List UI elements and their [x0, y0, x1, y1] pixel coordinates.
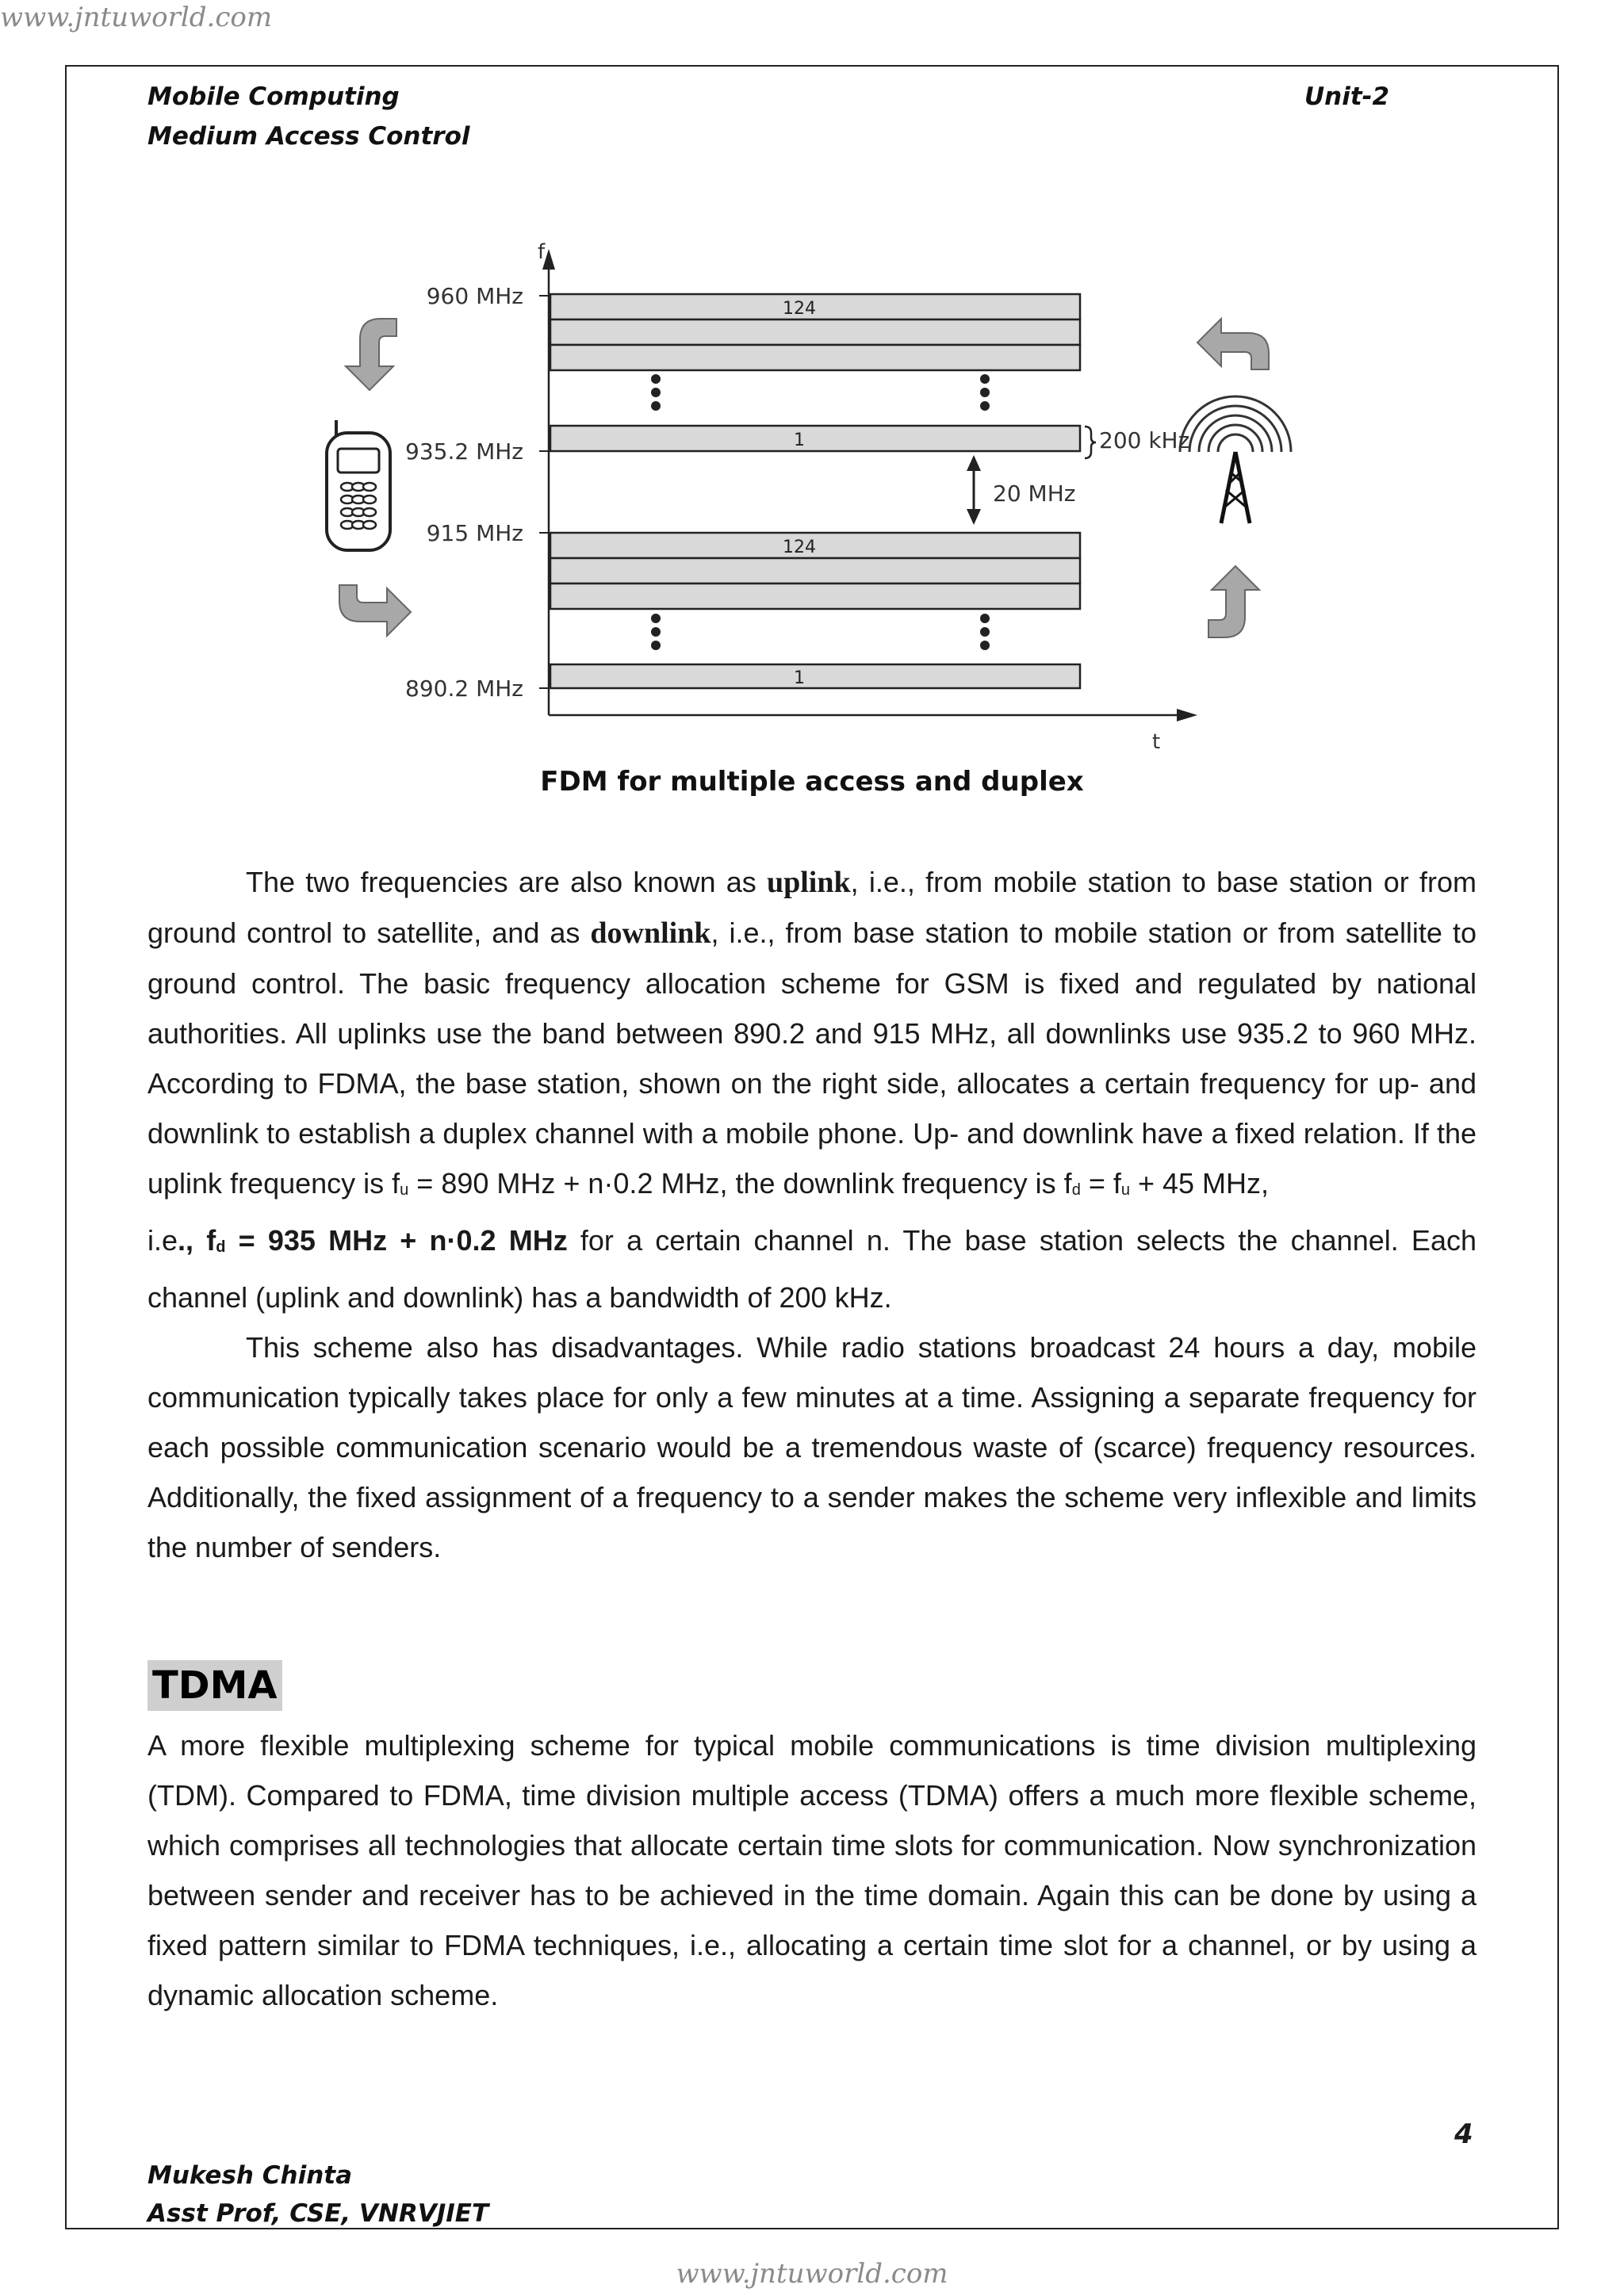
downlink-channel [550, 320, 1080, 345]
freq-label-960: 960 MHz [426, 283, 523, 309]
watermark-top: www.jntuworld.com [0, 2, 273, 33]
uplink-channel [550, 584, 1080, 609]
downlink-channel-1-label: 1 [794, 430, 805, 450]
figure-caption: FDM for multiple access and duplex [540, 766, 1084, 798]
body-section-fdma [147, 857, 1477, 1572]
term-downlink: downlink [590, 916, 711, 950]
bandwidth-brace [1085, 427, 1096, 458]
base-station-antenna-icon [1180, 396, 1291, 523]
curved-arrow-right-top-icon [1197, 319, 1269, 369]
header-subject: Mobile Computing [147, 82, 400, 111]
duplex-spacing-label: 20 MHz [993, 480, 1076, 507]
header-unit: Unit-2 [1304, 82, 1390, 111]
f-axis-label: f [538, 240, 546, 264]
body-section-tdma [147, 1720, 1477, 2020]
footer-author: Mukesh Chinta [147, 2161, 353, 2190]
tdma-heading: TDMA [147, 1660, 282, 1711]
curved-arrow-left-top-icon [346, 319, 396, 390]
bandwidth-label: 200 kHz [1099, 427, 1190, 453]
paragraph-downlink-formula: i.e., $f_d = 935$ MHz + n·0.2 MHz for a certain channel n. The base station selects the channel. Each channel (uplink and downlink) has a bandwidth of 200 kHz. [147, 1224, 1477, 1314]
uplink-channel-1 [550, 664, 1080, 688]
fdm-figure [317, 230, 1332, 761]
downlink-channel [550, 345, 1080, 370]
t-axis-arrowhead [1177, 709, 1197, 721]
page-number: 4 [1454, 2118, 1473, 2150]
paragraph-tdma: A more flexible multiplexing scheme for typical mobile communications is time division multiplexing (TDM). Compared to FDMA, time division multiple access (TDMA) offers a much more flexible scheme, which comprises all technologies that allocate certain time slots for communication. Now synchronization between sender and receiver has to be achieved in the time domain. Again this can be done by using a fixed pattern similar to FDMA techniques, i.e., allocating a certain time slot for a channel, or by using a dynamic allocation scheme. [147, 1729, 1477, 2011]
watermark-bottom: www.jntuworld.com [676, 2258, 948, 2290]
downlink-channel-124-label: 124 [783, 299, 816, 319]
curved-arrow-left-bottom-icon [339, 585, 411, 636]
uplink-channel-124-label: 124 [783, 538, 816, 557]
t-axis-label: t [1152, 730, 1161, 754]
uplink-channel-1-label: 1 [794, 668, 805, 688]
footer-affiliation: Asst Prof, CSE, VNRVJIET [147, 2199, 489, 2228]
term-uplink: uplink [766, 866, 851, 899]
header-topic: Medium Access Control [147, 122, 470, 151]
curved-arrow-right-bottom-icon [1208, 566, 1259, 637]
mobile-phone-icon [327, 420, 390, 550]
freq-label-915: 915 MHz [426, 520, 523, 546]
freq-label-890-2: 890.2 MHz [405, 675, 523, 702]
freq-label-935-2: 935.2 MHz [405, 438, 523, 465]
paragraph-disadvantages: This scheme also has disadvantages. While radio stations broadcast 24 hours a day, mobile communication typically takes place for only a few minutes at a time. Assigning a separate frequency for each possible communication scenario would be a tremendous waste of (scarce) frequency resources. Additionally, the fixed assignment of a frequency to a sender makes the scheme very inflexible and limits the number of senders. [147, 1331, 1477, 1563]
downlink-channel-1 [550, 426, 1080, 451]
paragraph-uplink-downlink: The two frequencies are also known as uplink, i.e., from mobile station to base station or from ground control to satellite, and as downlink, i.e., from base station to mobile station or from satellite to ground control. The basic frequency allocation scheme for GSM is fixed and regulated by national authorities. All uplinks use the band between 890.2 and 915 MHz, all downlinks use 935.2 to 960 MHz. According to FDMA, the base station, shown on the right side, allocates a certain frequency for up- and downlink to establish a duplex channel with a mobile phone. Up- and downlink have a fixed relation. If the uplink frequency is $f_u = 890$ MHz + n·0.2 MHz, the downlink frequency is $f_d = f_u + 45$ MHz, [147, 866, 1477, 1200]
uplink-channel [550, 558, 1080, 584]
